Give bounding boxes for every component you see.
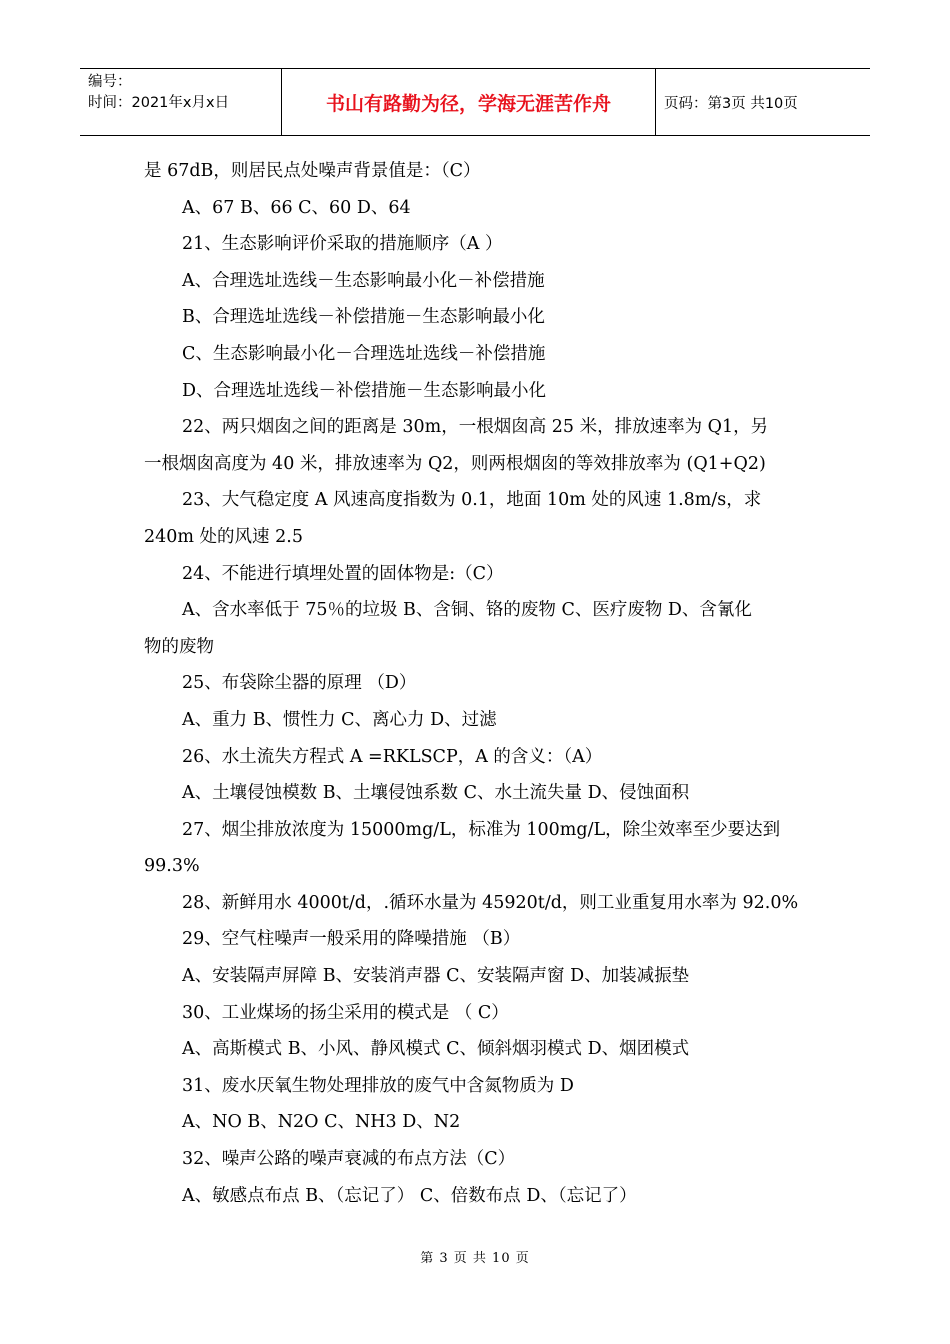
text-line: 21、生态影响评价采取的措施顺序（A ） (182, 234, 503, 255)
text-line: 22、两只烟囱之间的距离是 30m，一根烟囱高 25 米，排放速率为 Q1，另 (182, 417, 769, 438)
text-line: 26、水土流失方程式 A =RKLSCP，A 的含义：（A） (182, 746, 603, 767)
text-line: D、合理选址选线－补偿措施－生态影响最小化 (182, 380, 547, 401)
text-line: A、NO B、N2O C、NH3 D、N2 (182, 1112, 461, 1133)
text-line: A、重力 B、惯性力 C、离心力 D、过滤 (182, 709, 497, 730)
text-line: 99.3% (144, 856, 200, 877)
text-line: A、67 B、66 C、60 D、64 (182, 197, 411, 218)
text-line: A、土壤侵蚀模数 B、土壤侵蚀系数 C、水土流失量 D、侵蚀面积 (182, 783, 690, 804)
header-page-label: 页码：第3页 共10页 (664, 95, 798, 112)
text-line: 31、废水厌氧生物处理排放的废气中含氮物质为 D (182, 1075, 574, 1096)
text-line: 29、空气柱噪声一般采用的降噪措施 （B） (182, 929, 521, 950)
text-line: 物的废物 (144, 636, 214, 657)
text-line: 一根烟囱高度为 40 米，排放速率为 Q2，则两根烟囱的等效排放率为 (Q1+Q2) (144, 453, 766, 474)
text-line: 30、工业煤场的扬尘采用的模式是 （ C） (182, 1002, 509, 1023)
text-line: 32、噪声公路的噪声衰减的布点方法（C） (182, 1149, 516, 1170)
text-line: 25、布袋除尘器的原理 （D） (182, 673, 417, 694)
text-line: 24、不能进行填埋处置的固体物是:（C） (182, 563, 504, 584)
text-line: A、含水率低于 75％的垃圾 B、含铜、铬的废物 C、医疗废物 D、含氰化 (182, 600, 752, 621)
page-header (80, 68, 870, 136)
text-line: A、安装隔声屏障 B、安装消声器 C、安装隔声窗 D、加装减振垫 (182, 966, 690, 987)
document-body (144, 153, 824, 1214)
text-line: B、合理选址选线－补偿措施－生态影响最小化 (182, 307, 545, 328)
serial-label: 编号： (88, 74, 132, 90)
text-line: 28、新鲜用水 4000t/d，.循环水量为 45920t/d，则工业重复用水率为 92.0% (182, 892, 799, 913)
text-line: 23、大气稳定度 A 风速高度指数为 0.1，地面 10m 处的风速 1.8m/s，求 (182, 490, 762, 511)
header-info (80, 69, 282, 135)
text-line: A、高斯模式 B、小风、静风模式 C、倾斜烟羽模式 D、烟团模式 (182, 1039, 690, 1060)
text-line: A、敏感点布点 B、（忘记了） C、倍数布点 D、（忘记了） (182, 1185, 637, 1206)
time-label: 时间：2021年x月x日 (88, 95, 230, 111)
text-line: C、生态影响最小化－合理选址选线－补偿措施 (182, 343, 546, 364)
text-line: 是 67dB，则居民点处噪声背景值是：（C） (144, 161, 481, 181)
header-motto: 书山有路勤为径，学海无涯苦作舟 (282, 69, 656, 135)
text-line: 240m 处的风速 2.5 (144, 526, 303, 547)
text-line: A、合理选址选线－生态影响最小化－补偿措施 (182, 270, 545, 291)
text-line: 27、烟尘排放浓度为 15000mg/L，标准为 100mg/L，除尘效率至少要达到 (182, 819, 781, 840)
page-footer: 第 3 页 共 10 页 (420, 1251, 530, 1266)
